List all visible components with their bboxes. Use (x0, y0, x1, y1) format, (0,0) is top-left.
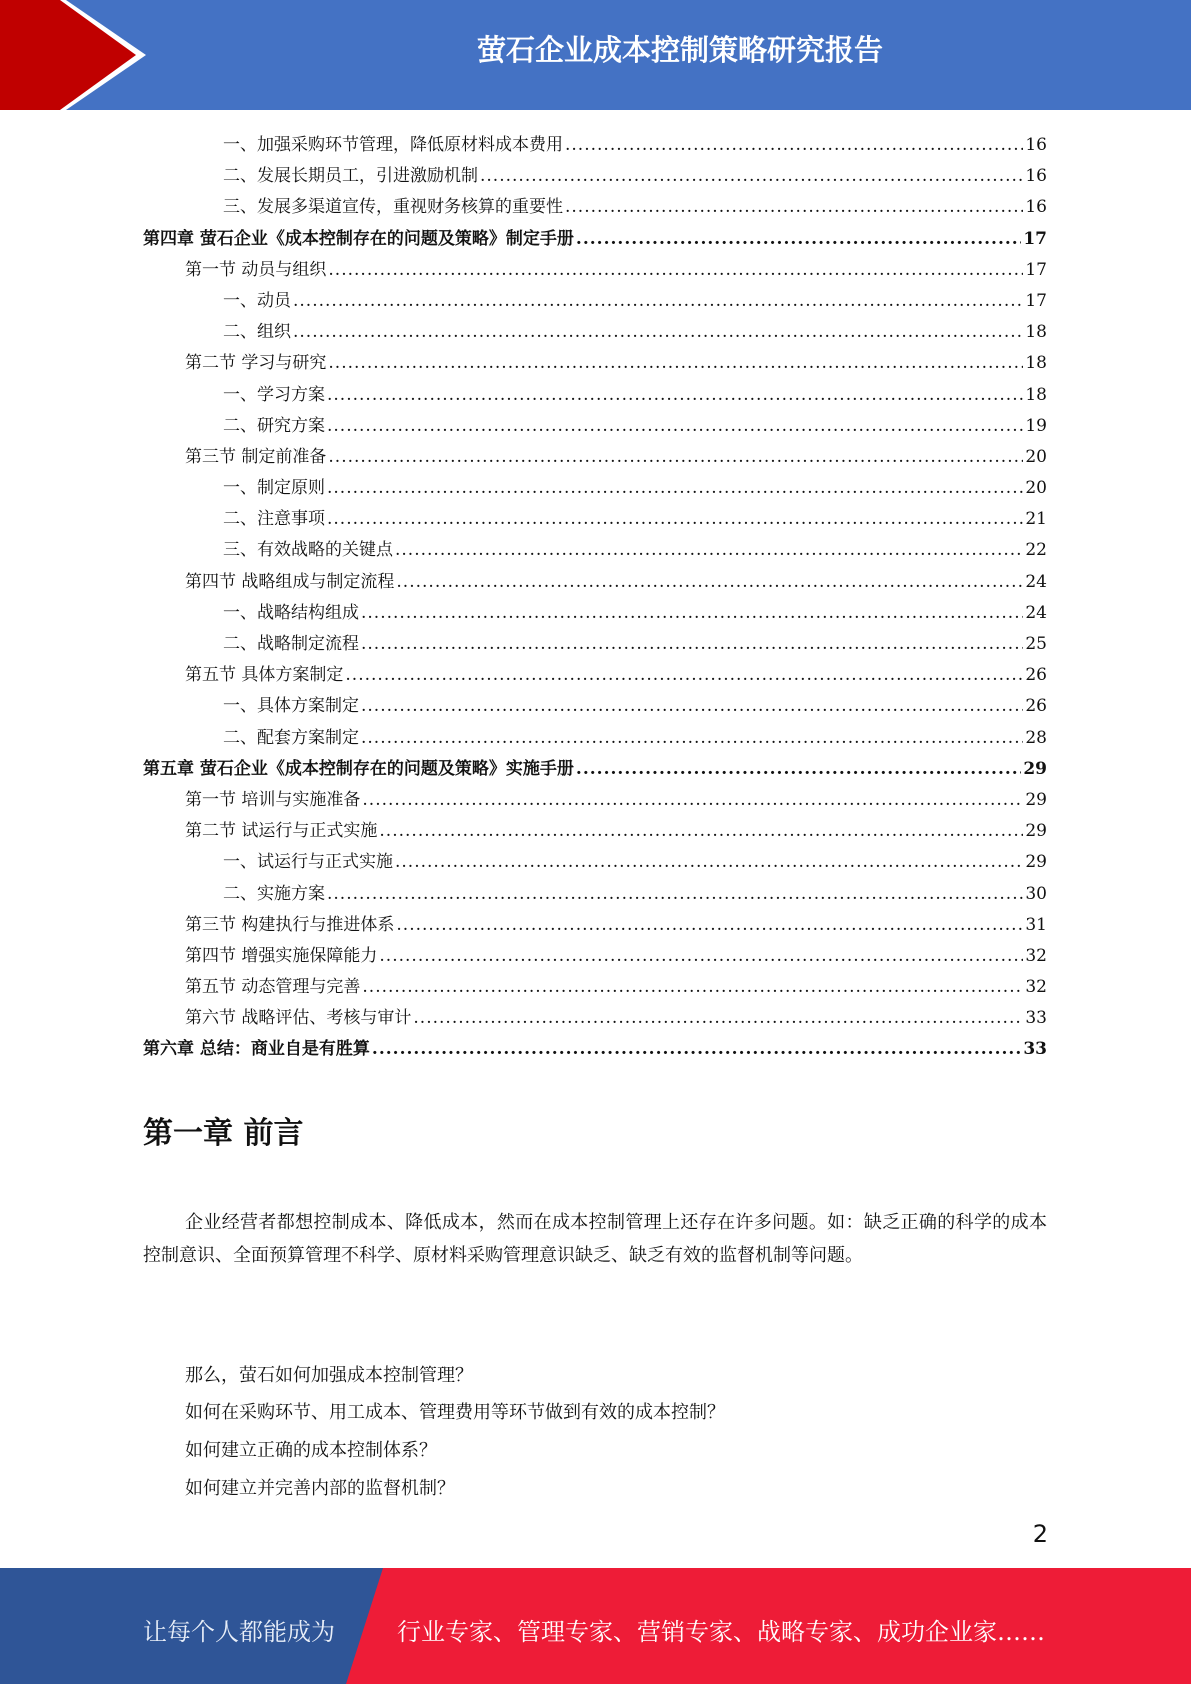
toc-entry[interactable] (143, 910, 1047, 941)
toc-page-number: 26 (1025, 665, 1047, 686)
page-header (0, 0, 1191, 110)
toc-page-number: 18 (1025, 384, 1047, 405)
footer-slogan-right: 行业专家、管理专家、营销专家、战略专家、成功企业家…… (397, 1618, 1045, 1646)
toc-leader (327, 411, 1023, 442)
toc-page-number: 18 (1025, 353, 1047, 374)
toc-entry-title: 第一节 动员与组织 (185, 259, 327, 280)
toc-leader (395, 847, 1023, 878)
toc-leader (328, 348, 1023, 379)
toc-leader (413, 1003, 1023, 1034)
toc-page-number: 25 (1025, 634, 1047, 654)
toc-page-number: 21 (1025, 509, 1047, 530)
toc-entry-title: 第四节 战略组成与制定流程 (185, 571, 395, 592)
document-title: 萤石企业成本控制策略研究报告 (476, 33, 883, 67)
toc-leader (565, 130, 1023, 161)
toc-entry-title: 一、战略结构组成 (223, 602, 359, 623)
toc-entry[interactable] (143, 348, 1047, 379)
toc-entry[interactable] (143, 816, 1047, 847)
toc-leader (395, 535, 1023, 566)
toc-leader (327, 504, 1023, 535)
toc-entry-title: 第四章 萤石企业《成本控制存在的问题及策略》制定手册 (143, 228, 574, 249)
toc-page-number: 30 (1025, 883, 1047, 904)
toc-entry[interactable] (143, 130, 1047, 161)
toc-leader (327, 380, 1023, 411)
toc-entry-title: 第二节 学习与研究 (185, 353, 327, 374)
toc-entry[interactable] (143, 380, 1047, 411)
chapter-heading: 第一章 前言 (143, 1116, 304, 1151)
toc-entry[interactable] (143, 442, 1047, 473)
toc-page-number: 16 (1025, 135, 1047, 155)
toc-entry-title: 三、发展多渠道宣传，重视财务核算的重要性 (223, 197, 563, 218)
toc-entry-title: 二、配套方案制定 (223, 727, 359, 748)
toc-page-number: 29 (1023, 758, 1047, 779)
table-of-contents (143, 130, 1047, 1066)
toc-entry[interactable] (143, 691, 1047, 722)
toc-entry-title: 第三节 制定前准备 (185, 446, 327, 467)
toc-leader (327, 473, 1023, 504)
question-line: 如何建立正确的成本控制体系？ (185, 1440, 437, 1461)
toc-page-number: 29 (1025, 852, 1047, 873)
toc-leader (576, 754, 1021, 785)
toc-entry-title: 第三节 构建执行与推进体系 (185, 914, 395, 935)
toc-entry[interactable] (143, 754, 1047, 785)
toc-entry[interactable] (143, 1034, 1047, 1065)
toc-entry-title: 二、实施方案 (223, 883, 325, 904)
toc-page-number: 31 (1025, 914, 1047, 935)
toc-entry[interactable] (143, 879, 1047, 910)
toc-entry[interactable] (143, 567, 1047, 598)
toc-entry[interactable] (143, 723, 1047, 754)
page-footer (0, 1568, 1191, 1684)
toc-entry-title: 二、发展长期员工，引进激励机制 (223, 166, 478, 187)
toc-entry-title: 第五节 具体方案制定 (185, 665, 344, 686)
toc-entry-title: 第二节 试运行与正式实施 (185, 821, 378, 842)
toc-leader (293, 317, 1023, 348)
toc-entry[interactable] (143, 473, 1047, 504)
toc-leader (328, 255, 1023, 286)
toc-leader (361, 598, 1023, 629)
toc-page-number: 20 (1025, 478, 1047, 499)
toc-leader (362, 972, 1023, 1003)
toc-page-number: 19 (1025, 415, 1047, 436)
toc-page-number: 17 (1025, 290, 1047, 311)
toc-leader (328, 442, 1023, 473)
toc-leader (576, 224, 1021, 255)
toc-page-number: 28 (1025, 727, 1047, 748)
question-line: 那么，萤石如何加强成本控制管理？ (185, 1365, 473, 1386)
page-number: 2 (1032, 1520, 1048, 1548)
toc-entry-title: 三、有效战略的关键点 (223, 540, 393, 561)
toc-entry[interactable] (143, 411, 1047, 442)
toc-entry-title: 第四节 增强实施保障能力 (185, 945, 378, 966)
footer-slogan-left: 让每个人都能成为 (143, 1618, 335, 1646)
toc-entry[interactable] (143, 598, 1047, 629)
toc-page-number: 29 (1025, 789, 1047, 810)
toc-page-number: 22 (1025, 540, 1047, 561)
toc-page-number: 16 (1025, 166, 1047, 187)
toc-entry-title: 一、动员 (223, 290, 291, 311)
toc-entry-title: 第六章 总结：商业自是有胜算 (143, 1039, 370, 1060)
toc-entry[interactable] (143, 941, 1047, 972)
toc-entry-title: 二、研究方案 (223, 415, 325, 436)
toc-page-number: 18 (1025, 322, 1047, 343)
toc-page-number: 32 (1025, 945, 1047, 966)
toc-entry[interactable] (143, 1003, 1047, 1034)
toc-entry-title: 第五章 萤石企业《成本控制存在的问题及策略》实施手册 (143, 758, 574, 779)
toc-entry[interactable] (143, 224, 1047, 255)
toc-page-number: 33 (1023, 1039, 1047, 1060)
toc-entry[interactable] (143, 161, 1047, 192)
toc-entry-title: 二、组织 (223, 322, 291, 343)
toc-entry-title: 第一节 培训与实施准备 (185, 789, 361, 810)
toc-leader (565, 192, 1023, 223)
toc-page-number: 26 (1025, 696, 1047, 717)
toc-entry-title: 第六节 战略评估、考核与审计 (185, 1008, 412, 1029)
toc-leader (327, 879, 1023, 910)
toc-page-number: 29 (1025, 821, 1047, 842)
toc-entry-title: 第五节 动态管理与完善 (185, 977, 361, 998)
question-line: 如何在采购环节、用工成本、管理费用等环节做到有效的成本控制？ (185, 1402, 725, 1423)
toc-leader (379, 941, 1023, 972)
toc-entry-title: 一、学习方案 (223, 384, 325, 405)
toc-page-number: 20 (1025, 446, 1047, 467)
toc-leader (396, 567, 1023, 598)
toc-page-number: 17 (1023, 228, 1047, 249)
toc-leader (372, 1034, 1021, 1065)
toc-page-number: 32 (1025, 977, 1047, 998)
toc-entry[interactable] (143, 785, 1047, 816)
toc-entry[interactable] (143, 972, 1047, 1003)
toc-entry[interactable] (143, 847, 1047, 878)
question-line: 如何建立并完善内部的监督机制？ (185, 1478, 455, 1499)
toc-page-number: 16 (1025, 197, 1047, 218)
toc-leader (345, 660, 1023, 691)
toc-entry-title: 二、战略制定流程 (223, 634, 359, 654)
toc-entry[interactable] (143, 192, 1047, 223)
toc-leader (362, 785, 1023, 816)
toc-leader (361, 691, 1023, 722)
toc-entry-title: 一、具体方案制定 (223, 696, 359, 717)
toc-entry[interactable] (143, 286, 1047, 317)
toc-entry[interactable] (143, 660, 1047, 691)
toc-entry-title: 一、制定原则 (223, 478, 325, 499)
toc-leader (379, 816, 1023, 847)
toc-entry-title: 二、注意事项 (223, 509, 325, 530)
toc-leader (480, 161, 1023, 192)
toc-leader (361, 629, 1023, 660)
toc-page-number: 17 (1025, 259, 1047, 280)
toc-page-number: 24 (1025, 571, 1047, 592)
intro-paragraph: 企业经营者都想控制成本、降低成本，然而在成本控制管理上还存在许多问题。如：缺乏正确的科学的成本控制意识、全面预算管理不科学、原材料采购管理意识缺乏、缺乏有效的监督机制等问题。 (143, 1212, 1047, 1266)
toc-entry[interactable] (143, 535, 1047, 566)
toc-leader (293, 286, 1023, 317)
toc-entry[interactable] (143, 504, 1047, 535)
toc-entry[interactable] (143, 255, 1047, 286)
toc-entry-title: 一、加强采购环节管理，降低原材料成本费用 (223, 135, 563, 155)
toc-page-number: 24 (1025, 602, 1047, 623)
toc-entry-title: 一、试运行与正式实施 (223, 852, 393, 873)
toc-leader (396, 910, 1023, 941)
toc-entry[interactable] (143, 629, 1047, 660)
arrow-decoration-icon (0, 0, 160, 110)
toc-page-number: 33 (1025, 1008, 1047, 1029)
toc-entry[interactable] (143, 317, 1047, 348)
toc-leader (361, 723, 1023, 754)
